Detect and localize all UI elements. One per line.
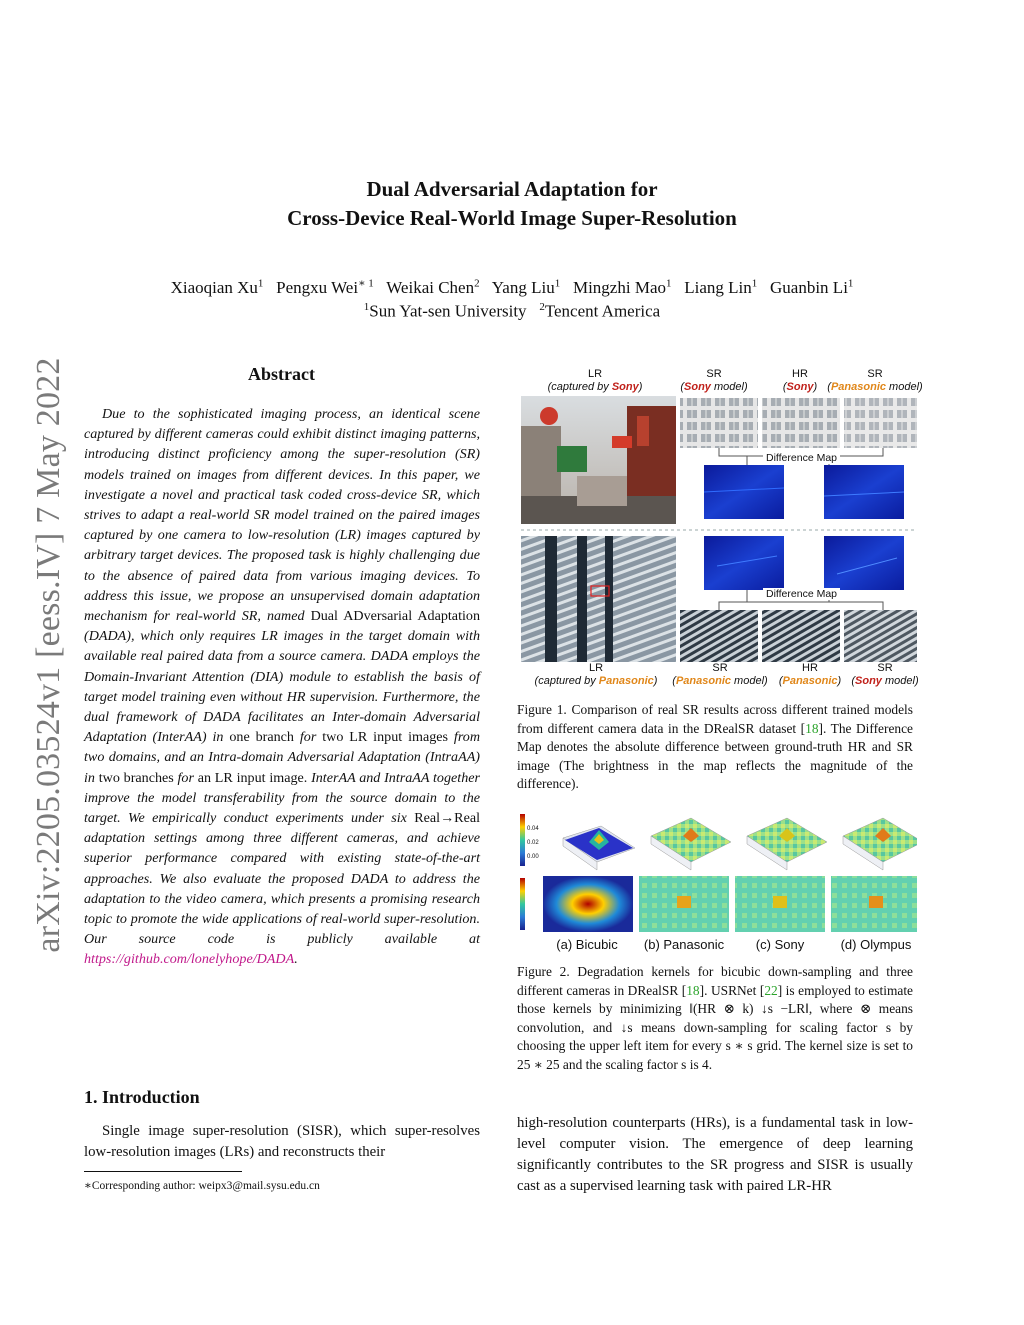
abstract-body: Due to the sophisticated imaging process, an identical scene captured by different cameras could exhibit distinct imaging patterns, introducing distinct proficiency among the super-resolution (SR) models trained on images from different devices. In this paper, we investigate a novel and practical task coded cross-device SR, which strives to adapt a real-world SR model trained on the paired images captured by one camera to low-resolution (LR) images captured by arbitrary target devices. The proposed task is highly challenging due to the absence of paired data from various imaging devices. To address this issue, we propose an unsupervised domain adaptation mechanism for real-world SR, named Dual ADversarial Adaptation (DADA), which only requires LR images in the target domain with available real paired data from a source camera. DADA employs the Domain-Invariant Attention (DIA) module to establish the basis of target model training even without HR supervision. Furthermore, the dual framework of DADA facilitates an Inter-domain Adversarial Adaptation (InterAA) in one branch for two LR input images from two domains, and an Intra-domain Adversarial Adaptation (IntraAA) in two branches for an LR input image. InterAA and IntraAA together improve the model transferability from the source domain to the target. We empirically conduct experiments under six Real→Real adaptation settings among three different cameras, and achieve superior performance compared with existing state-of-the-art approaches. We also evaluate the proposed DADA to address the adaptation to the video camera, which presents a promising research topic to promote the wide applications of real-world super-resolution. Our source code is publicly available at https://github.com/lonelyhope/DADA. [84,406,481,968]
intro-paragraph-continued: high-resolution counterparts (HRs), is a fundamental task in low-level computer vision. The emergence of deep learning significantly contributes to the SR progress and SISR is usually cast as a supervised learning task with paired LR-HR [517,1115,913,1194]
fig2-sublabel-panasonic: (b) Panasonic [643,937,725,952]
figure-1-caption: Figure 1. Comparison of real SR results across different trained models from different camera data in the DRealSR dataset [18]. The Difference Map denotes the absolute difference between ground-truth HR and SR image (The brightness in the map reflects the magnitude of the difference). [517,702,913,792]
author: Pengxu Wei$^{∗ 1}$ [276,277,374,297]
figure-1 [517,366,923,691]
fig1-diffmap-panasonic-hr [704,536,784,590]
fig1-diffmap-sony-model [824,536,904,590]
fig2-surface-panasonic [651,818,731,870]
arxiv-id: arXiv:2205.03524v1 [eess.IV] 7 May 2022 [30,357,67,953]
fig2-heatmap-bicubic [543,876,633,932]
fig2-heatmap-peak [677,896,691,908]
footnote-rule [84,1171,242,1172]
paper-title-line-2: Cross-Device Real-World Image Super-Resolution [287,206,737,230]
fig1-patch-sr-sony [680,398,758,448]
figure-2-caption: Figure 2. Degradation kernels for bicubic down-sampling and three different cameras in DRealSR [18]. USRNet [22] is employed to estimate those kernels by minimizing ‖(HR ⊗ k) ↓s −LR‖, where ⊗ means convolution, and ↓s means down-sampling for scaling factor s by choosing the upper left item for every s ∗ s grid. The kernel size is set to 25 ∗ 25 and the scaling factor s is 4. [517,964,913,1072]
fig2-colorbar-2d [520,878,525,930]
fig1-diffmap-panasonic [824,465,904,519]
fig1-graphic [517,396,917,664]
fig2-tick-labels: 0.04 0.02 0.00 [527,826,539,860]
fig1-difference-map-label-bottom: Difference Map [763,588,840,600]
fig1-building-photo [521,536,676,662]
author: Yang Liu$^1$ [491,277,561,297]
author: Guanbin Li$^1$ [770,277,854,297]
fig1-difference-map-label-top: Difference Map [763,452,840,464]
fig1-label-sr-panasonic: SR (Panasonic model) [827,368,923,393]
fig1-label-lr-bottom: LR (captured by Panasonic) [534,662,658,687]
fig2-graphic [517,808,917,936]
fig1-label-sr-sony-bottom: SR (Sony model) [851,662,919,687]
fig2-sublabel-olympus: (d) Olympus [840,937,912,952]
fig1-patch-sr-sony-model [844,610,917,662]
fig1-label-sr-panasonic-bottom: SR (Panasonic model) [672,662,768,687]
abstract-heading: Abstract [248,364,315,384]
fig2-sublabel-sony: (c) Sony [755,937,805,952]
fig1-patch-sr-panasonic [844,398,917,448]
source-code-link[interactable]: https://github.com/lonelyhope/DADA [84,951,295,968]
fig2-heatmap-peak [869,896,883,908]
author: Weikai Chen$^2$ [386,277,480,297]
fig1-label-hr-sony: HR (Sony) [782,368,818,393]
fig2-surface-olympus [843,818,917,870]
fig1-patch-sr-panasonic [680,610,758,662]
fig1-patch-hr-sony [762,398,840,448]
fig2-heatmap-peak [773,896,787,908]
intro-paragraph: Single image super-resolution (SISR), which super-resolves low-resolution images (LRs) and reconstructs their [84,1123,480,1160]
fig1-label-hr-panasonic: HR (Panasonic) [778,662,842,687]
footnote: ∗Corresponding author: weipx3@mail.sysu.edu.cn [84,1180,320,1192]
fig1-label-sr-sony: SR (Sony model) [680,368,748,393]
author: Liang Lin$^1$ [684,277,758,297]
fig1-patch-hr-panasonic [762,610,840,662]
affiliations: $^1$Sun Yat-sen University $^2$Tencent America [363,301,661,321]
fig2-sublabel-bicubic: (a) Bicubic [556,937,618,952]
section-heading-introduction: 1. Introduction [84,1087,200,1107]
fig1-label-lr-top: LR (captured by Sony) [547,368,643,393]
fig2-colorbar-3d [520,814,525,866]
fig2-surface-bicubic [563,826,635,870]
author: Xiaoqian Xu$^1$ [170,277,264,297]
fig1-street-photo [521,396,676,524]
fig1-diffmap-sony [704,465,784,519]
author: Mingzhi Mao$^1$ [572,277,672,297]
fig2-surface-sony [747,818,827,870]
arxiv-stamp [22,350,72,960]
paper-title-line-1: Dual Adversarial Adaptation for [366,177,658,201]
figure-2 [517,808,917,956]
